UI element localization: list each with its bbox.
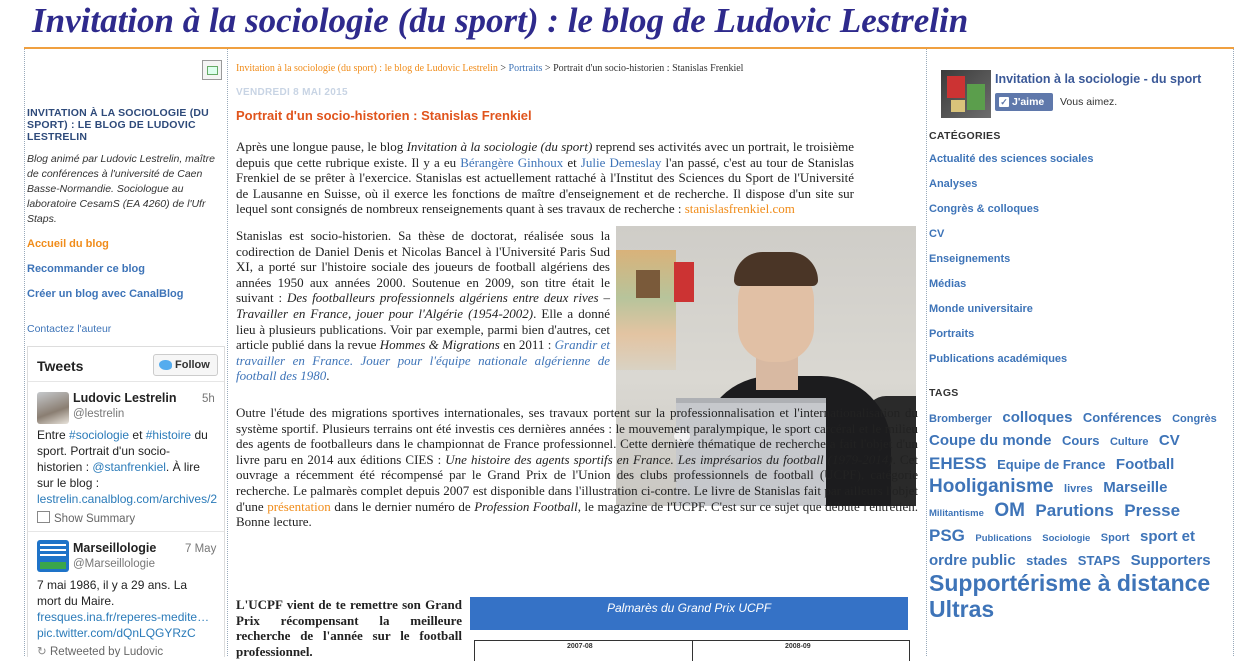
tag-link[interactable]: Coupe du monde (929, 432, 1052, 449)
recommend-blog-link[interactable]: Recommander ce blog (27, 263, 145, 275)
column-divider (227, 49, 228, 656)
tag-link[interactable]: Presse (1124, 501, 1181, 520)
palmares-header: Palmarès du Grand Prix UCPF (470, 597, 908, 630)
tweet-link[interactable]: @stanfrenkiel (92, 460, 166, 474)
post-paragraph (236, 405, 918, 530)
broken-image-icon (202, 60, 222, 80)
tweet-line (37, 443, 223, 459)
tweets-header: Tweets (37, 358, 84, 374)
tag-link[interactable]: Parutions (1035, 501, 1114, 520)
tweet-separator (28, 381, 224, 382)
tag-link[interactable]: sport et ordre public (929, 528, 1195, 569)
text-run: et (563, 154, 581, 170)
avatar[interactable] (37, 540, 69, 572)
tweet-link[interactable]: fresques.ina.fr/reperes-medite… (37, 610, 210, 624)
post-paragraph (236, 228, 610, 384)
italic-text: Des footballeurs professionnels algériens entre deux rives – Travailler en France, jouer pour l'Algérie (1954-2002) (236, 290, 610, 321)
tags-heading: TAGS (929, 387, 959, 399)
blog-title[interactable]: Invitation à la sociologie (du sport) : le blog de Ludovic Lestrelin (32, 1, 969, 40)
tweet-line (37, 577, 223, 593)
show-summary-label: Show Summary (54, 513, 136, 525)
tag-link[interactable]: Football (1115, 456, 1175, 473)
retweeted-by (37, 644, 163, 657)
twitter-bird-icon (159, 360, 172, 370)
tweet-line (37, 609, 223, 625)
tag-link[interactable]: Equipe de France (997, 457, 1106, 472)
categories-heading: CATÉGORIES (929, 130, 1001, 142)
retweeted-by-label: Retweeted by Ludovic (50, 646, 164, 657)
italic-text: Hommes & Migrations (379, 337, 500, 353)
create-blog-link[interactable]: Créer un blog avec CanalBlog (27, 288, 184, 300)
text-run: en 2011 : (499, 337, 555, 353)
text-run: . (326, 368, 330, 384)
text-run: du (191, 428, 208, 442)
tweet-link[interactable]: pic.twitter.com/dQnLQGYRzC (37, 626, 196, 640)
breadcrumb-category[interactable]: Portraits (508, 63, 543, 74)
facebook-page-title[interactable]: Invitation à la sociologie - du sport (995, 72, 1202, 86)
text-run: reprend ses activités avec un portrait, le troisième depuis que cette rubrique existe. Il y a eu (236, 139, 854, 170)
tag-link[interactable]: Congrès (1172, 413, 1217, 425)
tweet-line (37, 625, 223, 641)
column-divider (926, 49, 927, 656)
title-rule (24, 47, 1234, 49)
tweet-text (37, 427, 223, 507)
tweet-author-handle[interactable]: @lestrelin (73, 408, 125, 420)
tag-link[interactable]: Cours (1061, 433, 1100, 448)
breadcrumb-separator: > (497, 63, 509, 74)
category-link[interactable]: Analyses (929, 178, 978, 190)
contact-author-link[interactable]: Contactez l'auteur (27, 323, 112, 335)
tag-link[interactable]: PSG (929, 526, 965, 545)
text-run: , le magazine de l'UCPF. C'est sur ce sujet que débute l'entretien. Bonne lecture. (236, 498, 918, 530)
tweet-author-name[interactable]: Ludovic Lestrelin (73, 391, 177, 405)
inline-link[interactable]: Bérangère Ginhoux (460, 154, 564, 170)
post-date: VENDREDI 8 MAI 2015 (236, 87, 348, 98)
tag-link[interactable]: CV (1158, 432, 1180, 449)
post-title[interactable]: Portrait d'un socio-historien : Stanislas Frenkiel (236, 108, 532, 123)
tweets-widget (27, 346, 225, 657)
tweet-line (37, 593, 223, 609)
breadcrumb-current: Portrait d'un socio-historien : Stanislas Frenkiel (553, 63, 744, 74)
tag-link[interactable]: Sociologie (1042, 533, 1091, 544)
italic-text: Invitation à la sociologie (du sport) (406, 139, 593, 154)
like-label: J'aime (1012, 96, 1045, 108)
check-icon: ✓ (1000, 97, 1008, 107)
text-run: sur le blog : (37, 476, 100, 490)
tweet-line (37, 475, 223, 491)
avatar[interactable] (37, 392, 69, 424)
text-run: historien : (37, 460, 93, 474)
tag-cloud (929, 407, 1229, 624)
article-link[interactable]: Grandir et travailler en France. Jouer pour l'équipe nationale algérienne de football des 1980 (236, 337, 611, 384)
tweet-separator (28, 531, 224, 532)
show-summary-link[interactable] (37, 511, 135, 525)
text-run: Stanislas est socio-historien. Sa thèse de doctorat, réalisée sous la codirection de Daniel Denis et Nicolas Bancel à l'Université Paris Sud XI, a porté sur l'histoire sociale des joueurs de football algériens des années 1950 aux années 2000. Soutenue en 2009, son titre était le suivant : (236, 228, 610, 306)
text-run: . À lire (165, 460, 200, 474)
interview-question: L'UCPF vient de te remettre son Grand Prix récompensant la meilleure recherche de l'année sur le football professionnel. (236, 597, 462, 659)
facebook-like-status: Vous aimez. (1060, 96, 1118, 108)
sidebar-blog-description: Blog animé par Ludovic Lestrelin, maître de conférences à l'université de Caen Basse-Normandie. Sociologue au laboratoire CesamS (EA 4260) de l'Ufr Staps. (27, 153, 215, 225)
text-run: . Elle a donné lieu à plusieurs publications. Voir par exemple, parmi bien d'autres, cet article publié dans la revue (236, 305, 610, 353)
tweet-author-name[interactable]: Marseillologie (73, 541, 157, 555)
inline-link[interactable]: Julie Demeslay (580, 154, 662, 170)
tweet-text (37, 577, 223, 641)
tweet-line (37, 427, 223, 443)
palmares-column: 2008-09 (785, 643, 811, 650)
category-link[interactable]: Actualité des sciences sociales (929, 153, 1094, 165)
tag-link[interactable]: STAPS (1077, 553, 1121, 568)
category-link[interactable]: Enseignements (929, 253, 1011, 265)
tweet-link[interactable]: lestrelin.canalblog.com/archives/2 (37, 492, 218, 506)
sidebar-blog-title: INVITATION À LA SOCIOLOGIE (DU SPORT) : LE BLOG DE LUDOVIC LESTRELIN (27, 107, 209, 143)
tweet-line (37, 459, 223, 475)
text-run: l'an passé, c'est au tour de Stanislas Frenkiel de se prêter à l'exercice. Stanislas est actuellement rattaché à l'Institut des Sciences du Sport de l'Université de Lausanne en Suisse, où il exerce les fonctions de maître d'enseignement et de recherche. Il dispose d'un site sur lequel sont consignés de nombreux renseignements quant à ses travaux de recherche : (236, 154, 854, 217)
tag-link[interactable]: Sport (1100, 532, 1130, 544)
home-link[interactable]: Accueil du blog (27, 238, 109, 250)
text-run: sport. Portrait d'un socio- (37, 444, 171, 458)
category-link[interactable]: CV (929, 228, 945, 240)
tag-link[interactable]: Conférences (1082, 410, 1162, 425)
column-divider (24, 49, 25, 656)
tag-link[interactable]: Bromberger (929, 413, 992, 425)
tweet-line (37, 491, 223, 507)
tag-link[interactable]: Ultras (929, 596, 995, 622)
palmares-column: 2007-08 (567, 643, 593, 650)
tag-link[interactable]: Supportérisme à distance (929, 570, 1211, 596)
follow-button[interactable] (153, 354, 218, 376)
category-link[interactable]: Portraits (929, 328, 975, 340)
text-run: 7 mai 1986, il y a 29 ans. La (37, 578, 188, 592)
text-run: et (129, 428, 146, 442)
tag-link[interactable]: Militantisme (929, 508, 984, 519)
tag-link[interactable]: OM (994, 500, 1025, 521)
italic-text: Une histoire des agents sportifs en France. Les imprésarios du football (1979-2014) (445, 451, 893, 467)
tag-link[interactable]: Publications (975, 533, 1032, 544)
tweet-time[interactable]: 5h (202, 393, 215, 405)
tweet-link[interactable]: #histoire (145, 428, 192, 442)
text-run: mort du Maire. (37, 594, 115, 608)
facebook-like-button[interactable] (995, 93, 1053, 111)
tag-link[interactable]: Supporters (1130, 552, 1211, 569)
inline-link[interactable]: stanislasfrenkiel.com (684, 201, 795, 217)
text-run: Entre (37, 428, 70, 442)
category-link[interactable]: Monde universitaire (929, 303, 1033, 315)
column-divider (1233, 49, 1234, 656)
text-run: dans le dernier numéro de (330, 498, 475, 514)
breadcrumb-home[interactable]: Invitation à la sociologie (du sport) : le blog de Ludovic Lestrelin (236, 63, 498, 74)
retweet-icon: ↻ (37, 646, 47, 657)
tweet-time[interactable]: 7 May (185, 543, 217, 555)
follow-label: Follow (175, 359, 210, 371)
text-run: . Cet ouvrage a récemment été récompensé par le Grand Prix de l'Union des clubs professionnels de football (UCPF), catégorie recherche. Le palmarès complet depuis 2007 est disponible dans l'illustration ci-contre. Le livre de Stanislas fait par ailleurs l'objet d'une (236, 451, 918, 514)
tag-link[interactable]: livres (1064, 483, 1093, 495)
tag-link[interactable]: Culture (1109, 436, 1149, 448)
breadcrumb-separator: > (542, 63, 554, 74)
category-link[interactable]: Médias (929, 278, 967, 290)
text-run: Après une longue pause, le blog (236, 139, 407, 154)
summary-icon (37, 511, 50, 523)
tag-link[interactable]: colloques (1002, 409, 1073, 426)
category-link[interactable]: Congrès & colloques (929, 203, 1040, 215)
tag-link[interactable]: Hooliganisme (929, 476, 1054, 497)
inline-link[interactable]: présentation (267, 498, 331, 514)
facebook-page-avatar[interactable] (941, 70, 991, 118)
category-link[interactable]: Publications académiques (929, 353, 1068, 365)
palmares-table (474, 640, 910, 661)
tweet-author-handle[interactable]: @Marseillologie (73, 558, 155, 570)
tag-link[interactable]: stades (1026, 553, 1068, 568)
breadcrumb (236, 63, 743, 74)
italic-text: Profession Football (474, 498, 578, 514)
post-paragraph (236, 139, 854, 217)
tag-link[interactable]: EHESS (929, 454, 987, 473)
text-run: Outre l'étude des migrations sportives internationales, ses travaux portent sur la professionnalisation et l'internationalisation du système sportif. Plusieurs terrains ont été investis ces dernières années : le mouvement paralympique, le sport carcéral et le milieu des agents de footballeurs dans le championnat de France professionnel. Cette dernière thématique de recherche a fait l'objet d'un livre paru en 2014 aux éditions CIES : (236, 405, 918, 467)
tweet-link[interactable]: #sociologie (69, 428, 130, 442)
tag-link[interactable]: Marseille (1103, 479, 1168, 496)
